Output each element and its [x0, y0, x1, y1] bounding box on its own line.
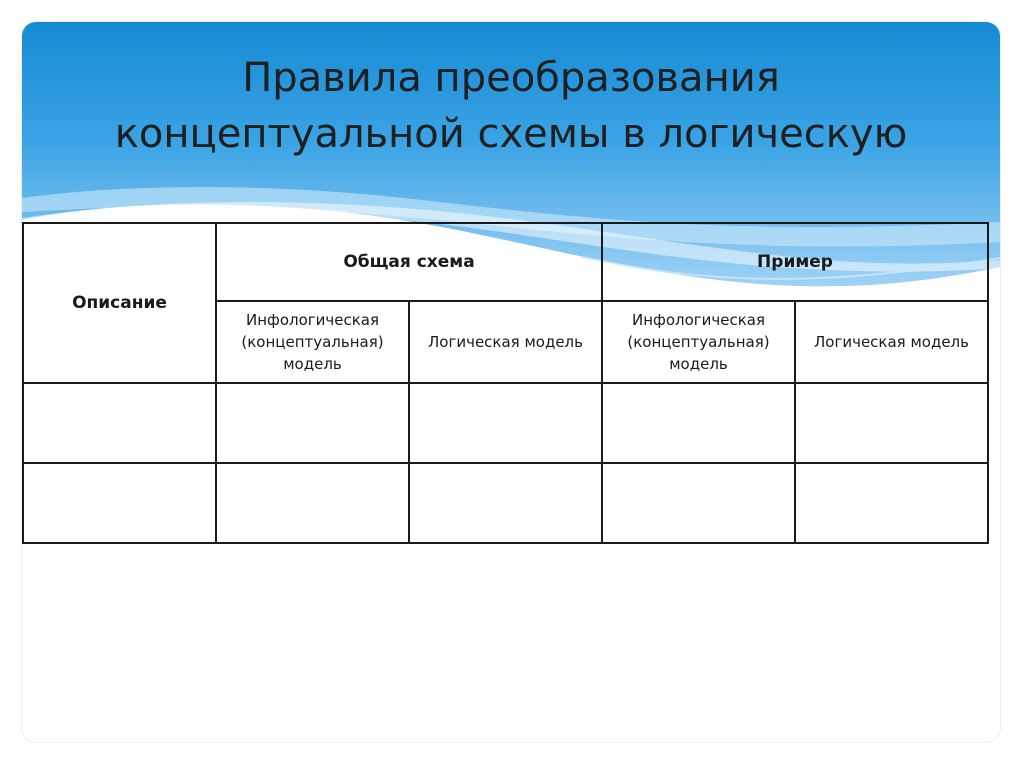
slide	[22, 22, 1000, 742]
header-general-infological: Инфологическая (концептуальная) модель	[216, 301, 409, 383]
header-general-logical: Логическая модель	[409, 301, 602, 383]
table-cell	[409, 463, 602, 543]
title-line-2: концептуальной схемы в логическую	[114, 111, 908, 157]
rules-table	[22, 222, 989, 544]
table-cell	[23, 463, 216, 543]
table-row	[23, 383, 988, 463]
table-cell	[602, 463, 795, 543]
header-example-infological: Инфологическая (концептуальная) модель	[602, 301, 795, 383]
table-cell	[409, 383, 602, 463]
table-cell	[795, 383, 988, 463]
header-description: Описание	[23, 223, 216, 383]
title-line-1: Правила преобразования	[242, 55, 780, 101]
table-cell	[602, 383, 795, 463]
slide-title	[22, 50, 1000, 162]
header-example-logical: Логическая модель	[795, 301, 988, 383]
table-cell	[216, 383, 409, 463]
header-general-schema: Общая схема	[216, 223, 602, 301]
table-cell	[23, 383, 216, 463]
header-example: Пример	[602, 223, 988, 301]
table-row	[23, 463, 988, 543]
table-cell	[216, 463, 409, 543]
table-cell	[795, 463, 988, 543]
header-row-top	[23, 223, 988, 301]
